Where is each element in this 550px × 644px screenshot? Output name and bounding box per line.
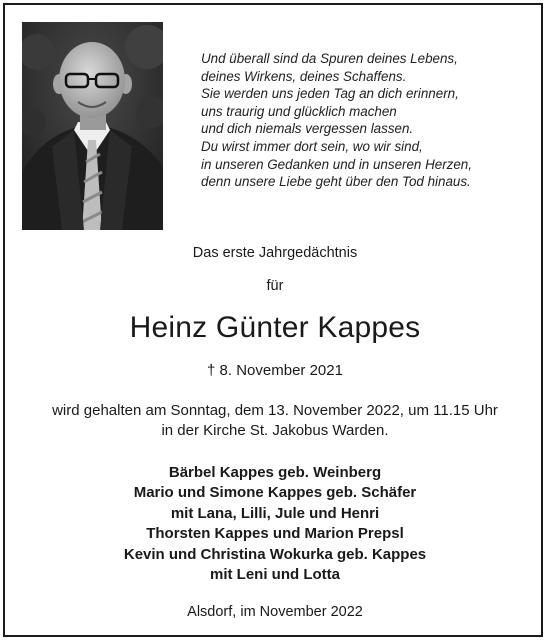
family-line: Thorsten Kappes und Marion Prepsl [146,525,404,543]
memorial-intro: Das erste Jahrgedächtnis [192,245,358,261]
service-details [0,401,550,441]
service-line: in der Kirche St. Jakobus Warden. [161,422,389,439]
portrait-photo [22,22,163,230]
family-line: Bärbel Kappes geb. Weinberg [168,464,382,481]
deceased-name: Heinz Günter Kappes [129,311,421,344]
family-line: Mario und Simone Kappes geb. Schäfer [133,484,417,502]
poem-line: deines Wirkens, deines Schaffens. [201,68,407,84]
death-date: † 8. November 2021 [207,362,343,379]
service-line: wird gehalten am Sonntag, dem 13. November 2022, um 11.15 Uhr [52,402,498,419]
poem-line: uns traurig und glücklich machen [201,103,397,119]
family-line: Kevin und Christina Wokurka geb. Kappes [123,545,427,563]
for-label: für [266,278,284,294]
place-date: Alsdorf, im November 2022 [187,604,363,620]
poem [201,50,521,191]
poem-line: Und überall sind da Spuren deines Lebens, [201,51,458,66]
family-line: mit Leni und Lotta [210,566,340,584]
poem-line: und dich niemals vergessen lassen. [201,121,414,137]
poem-line: Sie werden uns jeden Tag an dich erinnern, [201,86,459,102]
poem-line: in unseren Gedanken und in unseren Herzen, [201,156,472,172]
poem-line: Du wirst immer dort sein, wo wir sind, [201,138,423,154]
family-list [0,463,550,585]
family-line: mit Lana, Lilli, Jule und Henri [170,504,380,522]
poem-line: denn unsere Liebe geht über den Tod hinaus. [201,174,471,190]
